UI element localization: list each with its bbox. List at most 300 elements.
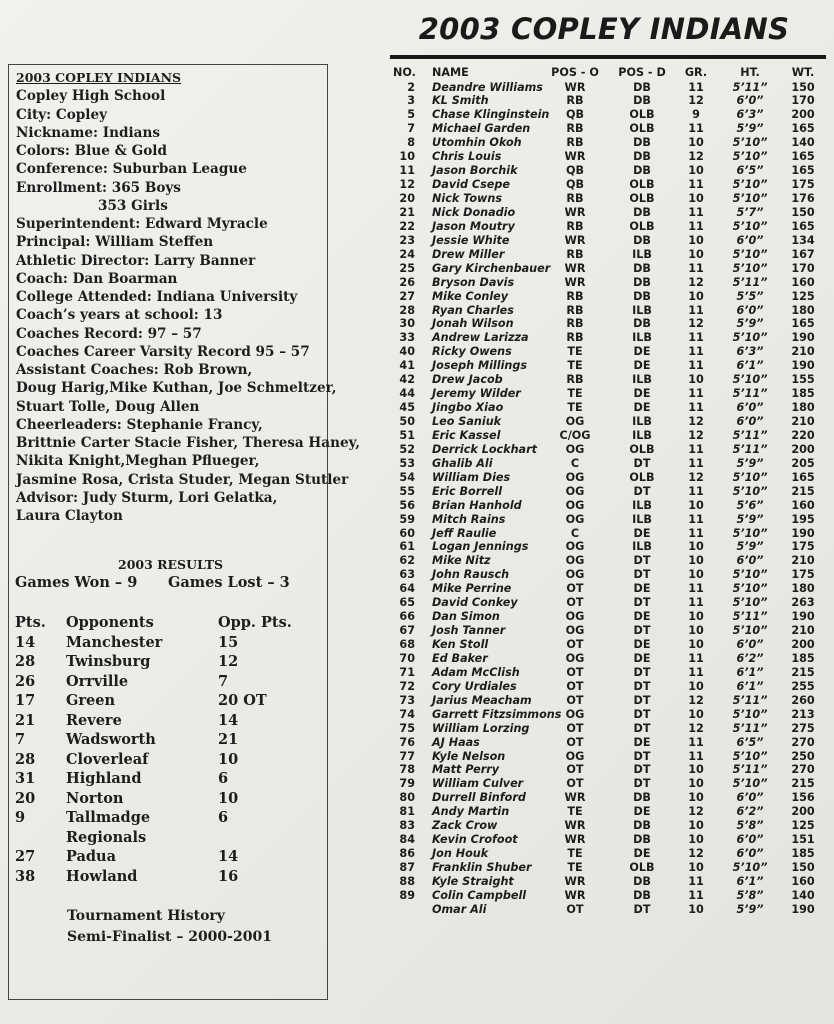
player-height: 6’0” (736, 638, 764, 651)
player-pos-offense: WR (564, 275, 586, 289)
games-lost: Games Lost – 3 (168, 574, 290, 591)
player-pos-offense: TE (567, 359, 583, 373)
player-weight: 167 (791, 247, 815, 261)
player-row (393, 889, 823, 903)
player-weight: 150 (791, 80, 815, 94)
player-row (393, 345, 823, 359)
result-opponent: Cloverleaf (66, 750, 149, 768)
pts-header: Pts. (15, 614, 46, 631)
player-weight: 270 (791, 735, 815, 749)
player-grade: 12 (688, 150, 704, 164)
player-row (393, 262, 823, 276)
player-name: Jon Houk (432, 847, 489, 861)
player-row (393, 554, 823, 568)
player-name: John Rausch (432, 568, 510, 582)
player-name: Gary Kirchenbauer (432, 261, 551, 275)
player-weight: 165 (791, 150, 815, 164)
player-pos-defense: DT (633, 902, 651, 916)
result-row (15, 809, 315, 829)
player-pos-offense: WR (564, 874, 586, 888)
player-number: 62 (399, 554, 415, 568)
player-pos-offense: OT (566, 596, 584, 610)
player-number: 60 (399, 526, 415, 540)
player-grade: 10 (688, 192, 704, 205)
result-pts: 7 (15, 731, 26, 748)
result-opp-pts: 10 (218, 750, 239, 768)
player-number: 42 (399, 373, 415, 387)
player-number: 30 (399, 317, 415, 331)
result-row (15, 790, 315, 810)
results-header-row (15, 614, 315, 634)
player-height: 5’9” (736, 902, 764, 916)
player-row (393, 610, 823, 624)
player-row (393, 847, 823, 861)
player-name: William Lorzing (432, 721, 530, 735)
player-row (393, 694, 823, 708)
player-number: 76 (399, 735, 415, 749)
info-line: Coach’s years at school: 13 (16, 307, 223, 324)
info-line: City: Copley (16, 106, 108, 123)
player-row (393, 331, 823, 345)
player-weight: 205 (791, 456, 815, 470)
info-line: Coach: Dan Boarman (16, 270, 178, 287)
info-line: Coaches Career Varsity Record 95 – 57 (16, 343, 310, 360)
player-name: Ken Stoll (432, 638, 489, 651)
player-pos-defense: DB (633, 80, 651, 94)
player-grade: 11 (688, 205, 704, 219)
player-pos-defense: DE (633, 387, 651, 401)
history-title: Tournament History (67, 908, 225, 924)
player-grade: 11 (688, 596, 704, 610)
player-height: 5’10” (732, 749, 768, 763)
player-weight: 165 (791, 164, 815, 178)
player-pos-offense: RB (566, 331, 584, 345)
result-row (15, 653, 315, 673)
info-heading: 2003 COPLEY INDIANS (16, 70, 182, 85)
player-height: 5’11” (732, 721, 768, 735)
player-grade: 11 (688, 80, 704, 94)
player-name: Zack Crow (432, 819, 498, 833)
player-grade: 12 (688, 847, 704, 861)
result-row (15, 848, 315, 868)
player-row (393, 276, 823, 290)
player-weight: 170 (791, 94, 815, 108)
result-opponent: Manchester (66, 633, 163, 651)
player-pos-offense: WR (564, 791, 586, 805)
player-row (393, 582, 823, 596)
player-name: Nick Towns (432, 192, 502, 205)
player-pos-offense: C/OG (559, 428, 591, 442)
player-number: 77 (399, 749, 415, 763)
player-row (393, 164, 823, 178)
result-row (15, 770, 315, 790)
player-weight: 210 (791, 624, 815, 638)
player-number: 2 (407, 80, 415, 94)
player-pos-offense: OG (565, 498, 585, 512)
player-row (393, 401, 823, 415)
player-height: 6’0” (736, 233, 764, 247)
player-pos-offense: TE (567, 345, 583, 359)
player-number: 63 (399, 568, 415, 582)
player-name: Mitch Rains (432, 512, 506, 526)
result-opp-pts: 6 (218, 809, 229, 826)
player-name: David Csepe (432, 178, 510, 192)
player-grade: 10 (688, 902, 704, 916)
player-pos-defense: DB (633, 289, 651, 303)
player-number: 74 (399, 707, 415, 721)
player-grade: 12 (688, 805, 704, 819)
player-number: 52 (399, 442, 415, 456)
player-pos-offense: OG (565, 415, 585, 428)
player-name: Cory Urdiales (432, 679, 517, 693)
player-pos-offense: TE (567, 387, 583, 401)
player-number: 28 (399, 303, 415, 317)
player-height: 5’8” (736, 888, 764, 902)
player-grade: 10 (688, 777, 704, 791)
col-height: HT. (740, 66, 760, 79)
player-pos-defense: ILB (632, 415, 652, 428)
result-opp-pts: 7 (218, 672, 229, 690)
player-weight: 175 (791, 568, 815, 582)
player-pos-offense: OG (565, 470, 585, 484)
player-pos-defense: ILB (632, 428, 652, 442)
player-height: 5’10” (732, 331, 768, 345)
player-grade: 12 (688, 693, 704, 707)
player-pos-offense: OG (565, 442, 585, 456)
player-row (393, 206, 823, 220)
result-pts: 9 (15, 809, 26, 826)
player-name: David Conkey (432, 596, 518, 610)
player-grade: 10 (688, 498, 704, 512)
player-pos-offense: OG (565, 749, 585, 763)
player-name: Brian Hanhold (432, 498, 522, 512)
player-name: Deandre Williams (432, 80, 543, 94)
roster-header-row (393, 66, 823, 81)
player-grade: 11 (688, 219, 704, 233)
player-weight: 180 (791, 303, 815, 317)
player-pos-offense: WR (564, 261, 586, 275)
result-pts: 14 (15, 633, 36, 651)
player-grade: 11 (688, 345, 704, 359)
player-grade: 11 (688, 888, 704, 902)
player-weight: 180 (791, 401, 815, 415)
result-opp-pts: 14 (218, 848, 239, 865)
player-pos-offense: OT (566, 582, 584, 596)
player-number: 25 (399, 261, 415, 275)
player-weight: 213 (791, 707, 815, 721)
player-grade: 10 (688, 638, 704, 651)
player-name: Eric Kassel (432, 428, 501, 442)
player-weight: 165 (791, 317, 815, 331)
player-row (393, 359, 823, 373)
player-weight: 165 (791, 122, 815, 136)
player-name: Jessie White (432, 233, 510, 247)
player-number: 53 (399, 456, 415, 470)
player-number: 12 (399, 178, 415, 192)
player-name: William Dies (432, 470, 511, 484)
player-pos-defense: OLB (629, 178, 655, 192)
player-height: 6’0” (736, 791, 764, 805)
player-pos-offense: OG (565, 707, 585, 721)
player-pos-offense: RB (566, 192, 584, 205)
player-pos-defense: DT (633, 624, 651, 638)
player-height: 6’3” (736, 108, 764, 122)
player-height: 6’2” (736, 805, 764, 819)
player-name: Jason Moutry (432, 219, 515, 233)
player-row (393, 220, 823, 234)
player-number: 72 (399, 679, 415, 693)
player-row (393, 415, 823, 429)
info-line: Conference: Suburban League (16, 161, 247, 178)
player-pos-offense: RB (566, 122, 584, 136)
player-number: 88 (399, 874, 415, 888)
player-name: Logan Jennings (432, 540, 529, 554)
player-grade: 11 (688, 261, 704, 275)
player-grade: 11 (688, 484, 704, 498)
player-number: 20 (399, 192, 415, 205)
player-grade: 11 (688, 582, 704, 596)
player-weight: 210 (791, 554, 815, 568)
player-grade: 11 (688, 749, 704, 763)
player-name: Jason Borchik (432, 164, 518, 178)
player-name: Mike Nitz (432, 554, 491, 568)
player-height: 5’7” (736, 205, 764, 219)
player-weight: 260 (791, 693, 815, 707)
player-pos-defense: DE (633, 359, 651, 373)
result-pts: 38 (15, 867, 36, 885)
player-pos-defense: DE (633, 847, 651, 861)
player-pos-offense: WR (564, 205, 586, 219)
info-line: 353 Girls (98, 197, 168, 214)
player-row (393, 108, 823, 122)
player-grade: 11 (688, 735, 704, 749)
player-weight: 150 (791, 861, 815, 874)
player-name: Chase Klinginstein (432, 108, 550, 122)
result-opponent: Orrville (66, 672, 129, 690)
player-number: 66 (399, 610, 415, 624)
player-pos-defense: ILB (632, 247, 652, 261)
player-pos-offense: WR (564, 819, 586, 833)
player-height: 5’11” (732, 387, 768, 401)
player-height: 6’0” (736, 554, 764, 568)
player-name: Andrew Larizza (432, 331, 529, 345)
player-pos-offense: C (570, 526, 580, 540)
player-row (393, 457, 823, 471)
player-number: 89 (399, 888, 415, 902)
result-pts: 28 (15, 750, 36, 768)
player-row (393, 81, 823, 95)
player-name: Ghalib Ali (432, 456, 493, 470)
player-weight: 185 (791, 387, 815, 401)
results-heading: 2003 RESULTS (118, 557, 224, 572)
player-pos-defense: DT (633, 554, 651, 568)
player-pos-defense: DB (633, 275, 651, 289)
player-row (393, 373, 823, 387)
player-weight: 160 (791, 275, 815, 289)
player-row (393, 122, 823, 136)
player-grade: 11 (688, 303, 704, 317)
player-name: Adam McClish (432, 665, 520, 679)
player-pos-defense: DE (633, 526, 651, 540)
player-number: 40 (399, 345, 415, 359)
player-pos-offense: OT (566, 735, 584, 749)
player-pos-defense: DE (633, 735, 651, 749)
player-weight: 215 (791, 484, 815, 498)
result-pts: 27 (15, 848, 36, 865)
player-row (393, 777, 823, 791)
player-number: 51 (399, 428, 415, 442)
player-weight: 175 (791, 178, 815, 192)
player-pos-offense: OG (565, 568, 585, 582)
player-number: 64 (399, 582, 415, 596)
player-weight: 125 (791, 289, 815, 303)
player-height: 5’6” (736, 498, 764, 512)
player-pos-offense: WR (564, 150, 586, 164)
player-row (393, 540, 823, 554)
info-line: Coaches Record: 97 – 57 (16, 325, 202, 342)
player-pos-offense: RB (566, 373, 584, 387)
player-pos-offense: OG (565, 624, 585, 638)
result-opp-pts: 16 (218, 867, 239, 885)
player-name: Bryson Davis (432, 275, 515, 289)
player-weight: 134 (791, 233, 815, 247)
player-number: 50 (399, 415, 415, 428)
player-weight: 160 (791, 874, 815, 888)
player-height: 5’10” (732, 150, 768, 164)
player-name: Dan Simon (432, 610, 500, 624)
player-pos-defense: DB (633, 819, 651, 833)
info-line: Doug Harig,Mike Kuthan, Joe Schmeltzer, (16, 380, 337, 397)
info-line: Jasmine Rosa, Crista Studer, Megan Stutler (16, 471, 349, 488)
player-weight: 200 (791, 805, 815, 819)
player-height: 5’10” (732, 192, 768, 205)
player-height: 5’10” (732, 568, 768, 582)
player-grade: 11 (688, 331, 704, 345)
player-height: 5’10” (732, 373, 768, 387)
player-number: 73 (399, 693, 415, 707)
info-line: Brittnie Carter Stacie Fisher, Theresa Haney, (16, 435, 360, 451)
player-grade: 11 (688, 874, 704, 888)
player-height: 5’10” (732, 861, 768, 874)
player-name: Kyle Nelson (432, 749, 506, 763)
opponents-header: Opponents (66, 614, 154, 631)
player-row (393, 178, 823, 192)
player-grade: 11 (688, 526, 704, 540)
player-number: 61 (399, 540, 415, 554)
player-weight: 200 (791, 638, 815, 651)
player-pos-defense: OLB (629, 470, 655, 484)
player-pos-defense: DB (633, 261, 651, 275)
player-name: AJ Haas (432, 735, 480, 749)
player-grade: 11 (688, 512, 704, 526)
player-row (393, 861, 823, 875)
player-row (393, 499, 823, 513)
player-number: 86 (399, 847, 415, 861)
player-pos-defense: DT (633, 707, 651, 721)
player-weight: 190 (791, 526, 815, 540)
player-number: 80 (399, 791, 415, 805)
player-name: Ricky Owens (432, 345, 512, 359)
player-name: Omar Ali (432, 902, 487, 916)
player-pos-offense: OT (566, 902, 584, 916)
player-height: 5’10” (732, 484, 768, 498)
player-name: William Culver (432, 777, 524, 791)
player-pos-offense: OT (566, 693, 584, 707)
opp-pts-header: Opp. Pts. (218, 614, 292, 631)
result-opponent: Highland (66, 770, 142, 787)
player-pos-offense: QB (565, 164, 585, 178)
player-grade: 10 (688, 233, 704, 247)
player-height: 5’10” (732, 178, 768, 192)
player-pos-defense: ILB (632, 303, 652, 317)
player-grade: 11 (688, 178, 704, 192)
player-number: 55 (399, 484, 415, 498)
info-line: Advisor: Judy Sturm, Lori Gelatka, (16, 489, 278, 506)
info-line: College Attended: Indiana University (16, 289, 298, 305)
player-grade: 12 (688, 317, 704, 331)
player-weight: 125 (791, 819, 815, 833)
result-pts: 26 (15, 672, 36, 690)
result-opponent: Tallmadge (66, 809, 151, 826)
col-grade: GR. (684, 66, 708, 79)
player-height: 6’0” (736, 833, 764, 847)
info-line: Nikita Knight,Meghan Pflueger, (16, 453, 260, 470)
player-pos-defense: DE (633, 651, 651, 665)
result-row (15, 829, 315, 849)
results-rows (15, 634, 315, 888)
col-name: NAME (432, 66, 469, 79)
player-name: Franklin Shuber (432, 861, 532, 874)
player-number: 3 (407, 94, 415, 108)
player-number: 81 (399, 805, 415, 819)
player-weight: 156 (791, 791, 815, 805)
player-weight: 190 (791, 331, 815, 345)
player-name: Drew Miller (432, 247, 505, 261)
player-grade: 12 (688, 428, 704, 442)
player-height: 5’10” (732, 777, 768, 791)
info-line: Copley High School (16, 88, 166, 105)
player-number: 54 (399, 470, 415, 484)
player-pos-offense: WR (564, 888, 586, 902)
result-opponent: Revere (66, 711, 122, 729)
player-pos-offense: OT (566, 638, 584, 651)
player-weight: 200 (791, 108, 815, 122)
player-number: 45 (399, 401, 415, 415)
player-height: 5’9” (736, 540, 764, 554)
result-opp-pts: 6 (218, 770, 229, 787)
player-name: Jonah Wilson (432, 317, 514, 331)
player-weight: 215 (791, 777, 815, 791)
player-height: 5’10” (732, 624, 768, 638)
player-pos-offense: QB (565, 178, 585, 192)
player-number: 27 (399, 289, 415, 303)
tournament-history (67, 906, 272, 948)
player-number: 71 (399, 665, 415, 679)
player-height: 6’5” (736, 735, 764, 749)
player-name: Michael Garden (432, 122, 531, 136)
player-name: Utomhin Okoh (432, 136, 522, 150)
player-weight: 160 (791, 498, 815, 512)
player-row (393, 429, 823, 443)
player-pos-offense: WR (564, 833, 586, 847)
col-pos-o: POS - O (551, 66, 599, 79)
player-number: 56 (399, 498, 415, 512)
info-line: Assistant Coaches: Rob Brown, (16, 362, 253, 378)
player-height: 5’10” (732, 219, 768, 233)
player-number: 78 (399, 763, 415, 777)
player-grade: 11 (688, 665, 704, 679)
result-row (15, 634, 315, 654)
